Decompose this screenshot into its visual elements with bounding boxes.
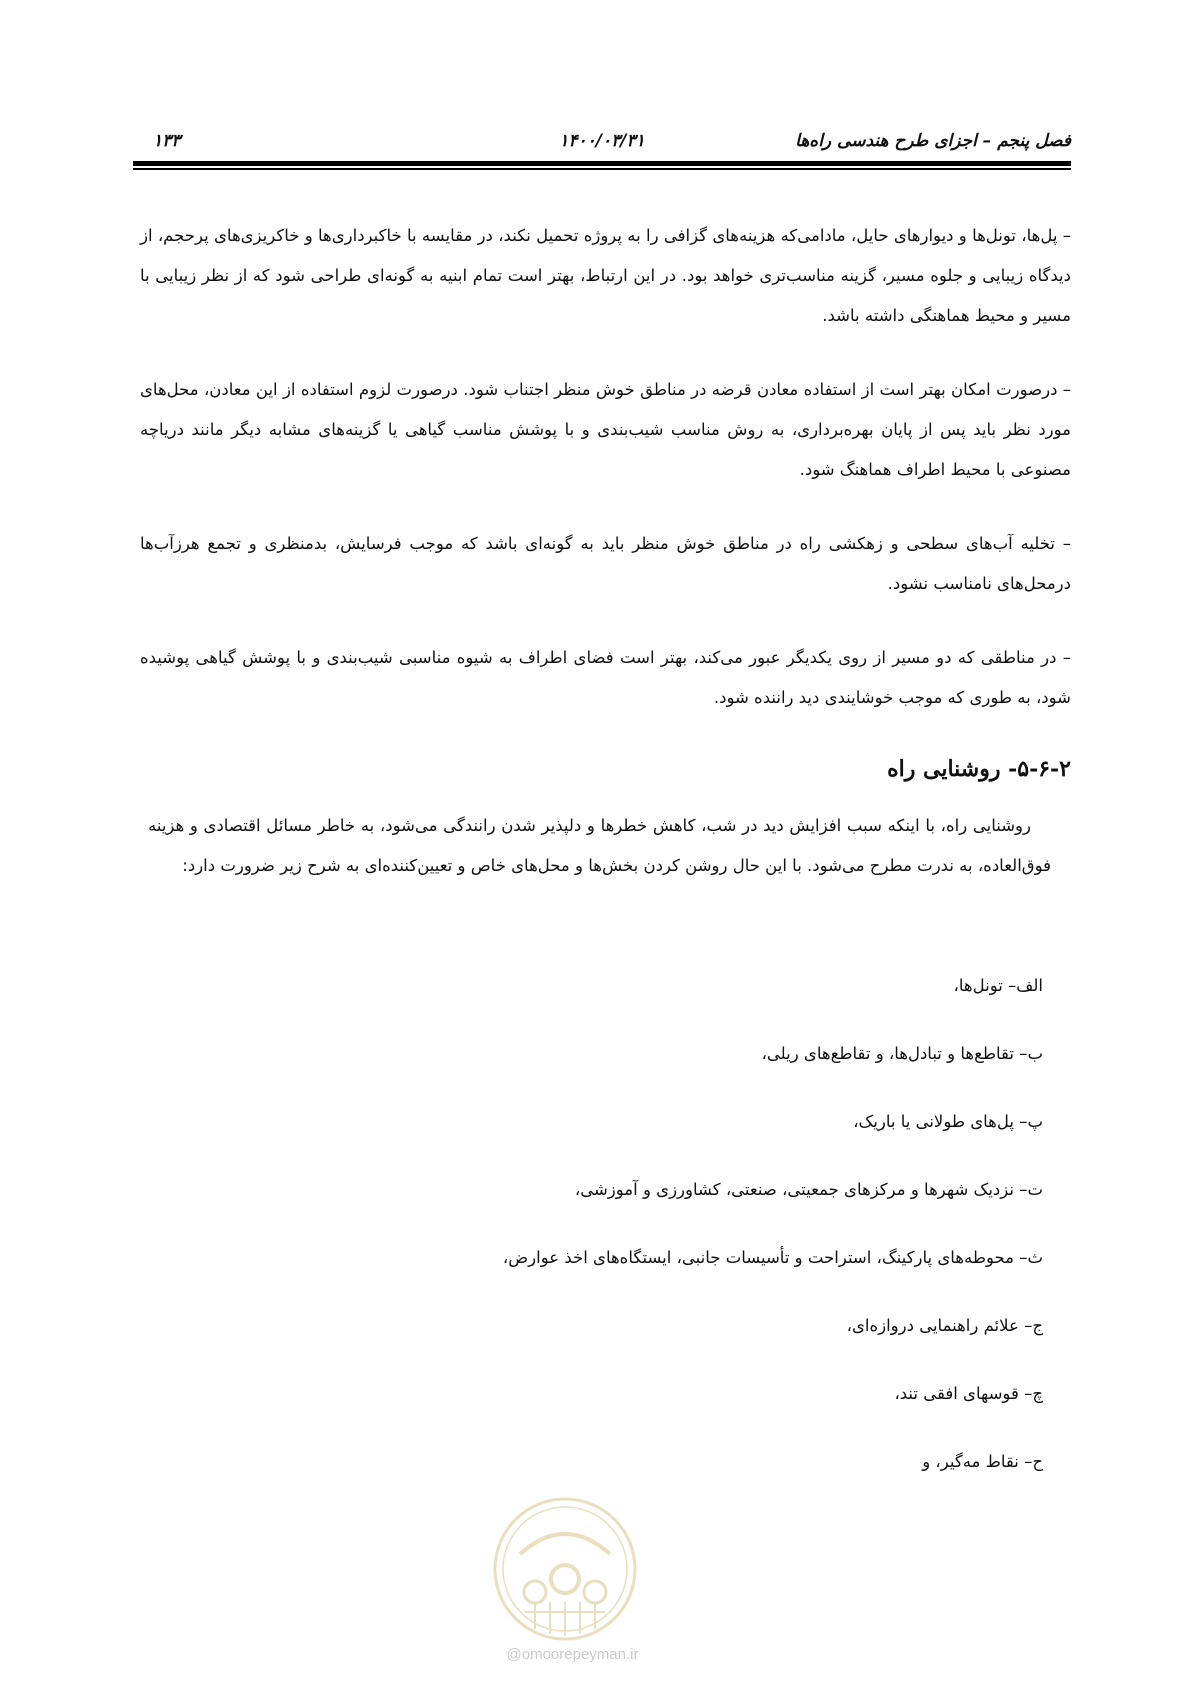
header-rule-thick bbox=[133, 161, 1071, 166]
page-header bbox=[133, 131, 1071, 155]
section-heading: ۵-۶-۲- روشنایی راه bbox=[887, 756, 1071, 782]
watermark-url: @omoorepeyman.ir bbox=[506, 1646, 639, 1663]
paragraph-drainage: – تخلیه آب‌های سطحی و زهکشی راه در مناطق خوش منظر باید به گونه‌ای باشد که موجب فرسایش، بدمنظری و تجمع هرزآب‌ها درمحل‌های نامناسب نشود. bbox=[140, 534, 1071, 593]
section-intro: روشنایی راه، با اینکه سبب افزایش دید در شب، کاهش خطرها و دلپذیر شدن رانندگی می‌شود، به خاطر مسائل اقتصادی و هزینه فوق‌العاده، به ندرت مطرح می‌شود. با این حال روشن کردن بخش‌ها و محل‌های خاص و تعیین‌کننده‌ای به شرح زیر ضرورت دارد: bbox=[148, 816, 1051, 875]
header-date: ۱۴۰۰/۰۳/۳۱ bbox=[559, 131, 645, 151]
list-item: ح– نقاط مه‌گیر، و bbox=[922, 1452, 1043, 1471]
list-item: الف– تونل‌ها، bbox=[953, 976, 1043, 995]
watermark-logo bbox=[490, 1494, 640, 1644]
header-rule-thin bbox=[133, 168, 1071, 170]
list-item: ج– علائم راهنمایی دروازه‌ای، bbox=[846, 1316, 1043, 1335]
body-paragraphs bbox=[140, 216, 1071, 718]
paragraph-borrow-pits: – درصورت امکان بهتر است از استفاده معادن قرضه در مناطق خوش منظر اجتناب شود. درصورت لزوم استفاده از این معادن، محل‌های مورد نظر باید پس از پایان بهره‌برداری، به روش مناسب شیب‌بندی و با پوشش مناسب گیاهی یا گزینه‌های مشابه دیگر مانند دریاچه مصنوعی با محیط اطراف هماهنگ شود. bbox=[140, 380, 1071, 479]
paragraph-structures: – پل‌ها، تونل‌ها و دیوارهای حایل، مادامی‌که هزینه‌های گزافی را به پروژه تحمیل نکند، در مقایسه با خاکبرداری‌ها و خاکریزی‌های پرحجم، از دیدگاه زیبایی و جلوه مسیر، گزینه مناسب‌تری خواهد بود. در این ارتباط، بهتر است تمام ابنیه به گونه‌ای طراحی شود که از نظر زیبایی با مسیر و محیط هماهنگی داشته باشد. bbox=[140, 226, 1071, 325]
list-item: ت– نزدیک شهرها و مرکزهای جمعیتی، صنعتی، کشاورزی و آموزشی، bbox=[574, 1180, 1043, 1199]
list-item: ب– تقاطع‌ها و تبادل‌ها، و تقاطع‌های ریلی، bbox=[761, 1044, 1043, 1063]
list-item: پ– پل‌های طولانی یا باریک، bbox=[853, 1112, 1043, 1131]
page-number: ۱۳۳ bbox=[153, 131, 181, 151]
lighting-locations-list bbox=[503, 966, 1043, 1510]
paragraph-crossings: – در مناطقی که دو مسیر از روی یکدیگر عبور می‌کند، بهتر است فضای اطراف به شیوه مناسبی شیب‌بندی و با پوشش گیاهی پوشیده شود، به طوری که موجب خوشایندی دید راننده شود. bbox=[140, 648, 1071, 707]
chapter-title: فصل پنجم – اجزای طرح هندسی راه‌ها bbox=[795, 131, 1071, 151]
list-item: چ– قوسهای افقی تند، bbox=[894, 1384, 1043, 1403]
list-item: ث– محوطه‌های پارکینگ، استراحت و تأسیسات جانبی، ایستگاه‌های اخذ عوارض، bbox=[502, 1248, 1043, 1267]
